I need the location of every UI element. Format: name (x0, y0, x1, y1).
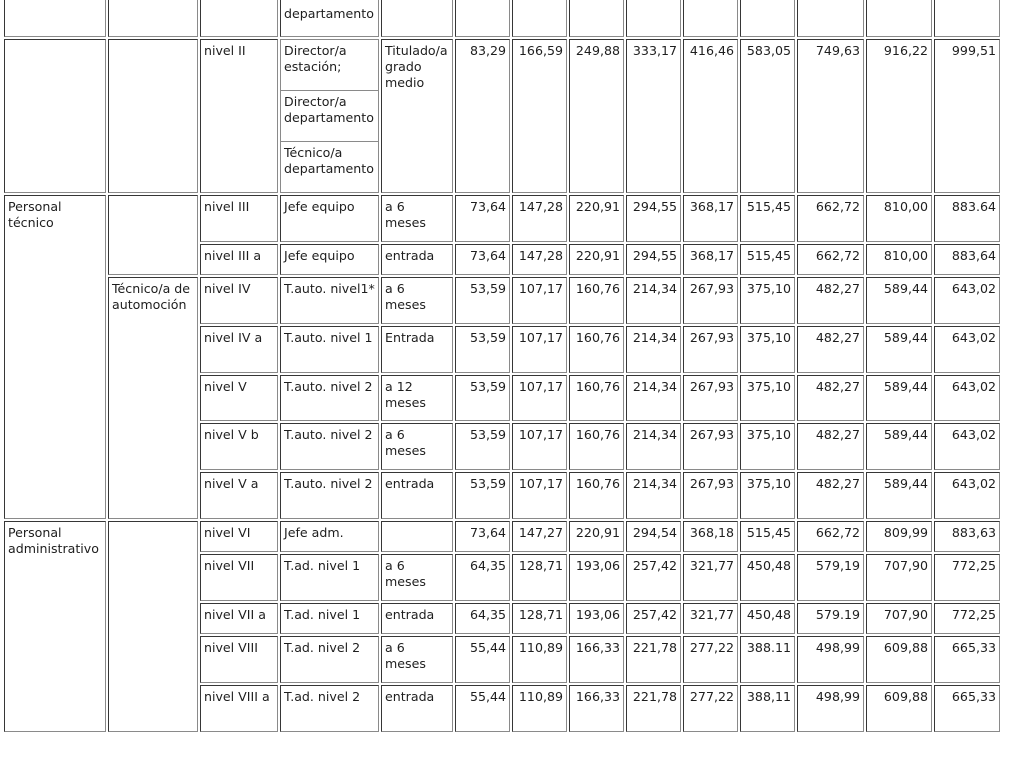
value-cell: 294,54 (626, 521, 681, 552)
value-cell: 214,34 (626, 472, 681, 519)
puesto-cell: T.auto. nivel1* (280, 277, 379, 324)
value-cell: 707,90 (866, 554, 932, 601)
value-cell: 107,17 (512, 375, 567, 421)
value-cell: 482,27 (797, 375, 864, 421)
periodo-cell: a 6 meses (381, 554, 453, 601)
puesto-cell: Jefe equipo (280, 195, 379, 242)
value-cell: 368,17 (683, 244, 738, 275)
value-cell: 515,45 (740, 521, 795, 552)
value-cell: 220,91 (569, 521, 624, 552)
value-cell: 482,27 (797, 472, 864, 519)
nivel-cell: nivel III (200, 195, 278, 242)
value-cell: 53,59 (455, 277, 510, 324)
value-cell: 883.64 (934, 195, 1000, 242)
value-cell: 160,76 (569, 472, 624, 519)
value-cell: 193,06 (569, 603, 624, 634)
value-cell: 388,11 (740, 685, 795, 732)
value-cell: 810,00 (866, 244, 932, 275)
value-cell: 665,33 (934, 685, 1000, 732)
nivel-cell: nivel III a (200, 244, 278, 275)
value-cell: 643,02 (934, 326, 1000, 373)
nivel-cell: nivel VIII (200, 636, 278, 683)
value-cell: 583,05 (740, 39, 795, 193)
nivel-cell: nivel II (200, 39, 278, 193)
puesto-stack (281, 40, 378, 192)
value-cell: 498,99 (797, 685, 864, 732)
value-cell: 662,72 (797, 521, 864, 552)
periodo-cell: entrada (381, 685, 453, 732)
puesto-stack-cell (280, 39, 379, 193)
periodo-cell: a 6 meses (381, 195, 453, 242)
periodo-cell: a 6 meses (381, 277, 453, 324)
subgroup-cell (108, 39, 198, 193)
nivel-cell: nivel VII a (200, 603, 278, 634)
nivel-cell: nivel VIII a (200, 685, 278, 732)
value-cell: 589,44 (866, 423, 932, 470)
value-cell (797, 0, 864, 37)
value-cell: 375,10 (740, 326, 795, 373)
value-cell: 294,55 (626, 195, 681, 242)
periodo-cell: a 6 meses (381, 636, 453, 683)
periodo-cell: Entrada (381, 326, 453, 373)
nivel-cell: nivel V (200, 375, 278, 421)
value-cell: 55,44 (455, 685, 510, 732)
salary-table-wrapper (2, 0, 1002, 734)
value-cell (512, 0, 567, 37)
value-cell (626, 0, 681, 37)
value-cell: 107,17 (512, 326, 567, 373)
value-cell: 589,44 (866, 375, 932, 421)
group-cell: Personal técnico (4, 195, 106, 519)
value-cell: 55,44 (455, 636, 510, 683)
puesto-cell: T.ad. nivel 1 (280, 603, 379, 634)
puesto-item: Técnico/a departamento (284, 145, 374, 176)
value-cell: 160,76 (569, 326, 624, 373)
group-cell (4, 39, 106, 193)
puesto-cell: T.ad. nivel 2 (280, 636, 379, 683)
value-cell: 147,28 (512, 195, 567, 242)
puesto-cell: T.auto. nivel 2 (280, 375, 379, 421)
value-cell: 589,44 (866, 472, 932, 519)
value-cell: 643,02 (934, 423, 1000, 470)
value-cell: 53,59 (455, 326, 510, 373)
periodo-cell: a 6 meses (381, 423, 453, 470)
value-cell: 267,93 (683, 326, 738, 373)
value-cell: 277,22 (683, 685, 738, 732)
puesto-cell: T.auto. nivel 2 (280, 423, 379, 470)
value-cell: 221,78 (626, 636, 681, 683)
value-cell: 147,27 (512, 521, 567, 552)
subgroup-cell: Técnico/a de automoción (108, 277, 198, 519)
value-cell (934, 0, 1000, 37)
value-cell: 160,76 (569, 423, 624, 470)
value-cell: 643,02 (934, 277, 1000, 324)
puesto-item: Director/a estación; (281, 40, 378, 91)
value-cell: 53,59 (455, 375, 510, 421)
value-cell: 73,64 (455, 244, 510, 275)
value-cell: 128,71 (512, 554, 567, 601)
value-cell: 579.19 (797, 603, 864, 634)
value-cell: 107,17 (512, 472, 567, 519)
value-cell: 257,42 (626, 603, 681, 634)
value-cell: 221,78 (626, 685, 681, 732)
value-cell: 749,63 (797, 39, 864, 193)
value-cell: 107,17 (512, 277, 567, 324)
puesto-cell: Jefe equipo (280, 244, 379, 275)
value-cell: 375,10 (740, 375, 795, 421)
subgroup-cell (108, 195, 198, 275)
value-cell: 321,77 (683, 554, 738, 601)
puesto-item: Director/a departamento (281, 91, 378, 142)
value-cell: 883,64 (934, 244, 1000, 275)
value-cell: 64,35 (455, 554, 510, 601)
value-cell: 375,10 (740, 277, 795, 324)
value-cell: 368,17 (683, 195, 738, 242)
value-cell: 257,42 (626, 554, 681, 601)
value-cell: 267,93 (683, 277, 738, 324)
puesto-cell: T.auto. nivel 2 (280, 472, 379, 519)
nivel-cell: nivel VI (200, 521, 278, 552)
periodo-cell (381, 521, 453, 552)
value-cell: 482,27 (797, 277, 864, 324)
value-cell: 450,48 (740, 554, 795, 601)
puesto-cell: T.ad. nivel 1 (280, 554, 379, 601)
value-cell: 277,22 (683, 636, 738, 683)
value-cell: 267,93 (683, 375, 738, 421)
value-cell: 267,93 (683, 472, 738, 519)
value-cell: 321,77 (683, 603, 738, 634)
value-cell: 609,88 (866, 685, 932, 732)
group-cell: Personal administrativo (4, 521, 106, 732)
value-cell: 916,22 (866, 39, 932, 193)
value-cell: 193,06 (569, 554, 624, 601)
titulacion-cell: Titulado/a grado medio (381, 39, 453, 193)
periodo-cell: entrada (381, 244, 453, 275)
table-row (4, 195, 1000, 242)
value-cell: 589,44 (866, 277, 932, 324)
subgroup-cell (108, 521, 198, 732)
value-cell (866, 0, 932, 37)
salary-table (2, 0, 1002, 734)
value-cell: 482,27 (797, 423, 864, 470)
group-cell (4, 0, 106, 37)
value-cell (683, 0, 738, 37)
puesto-cell: T.auto. nivel 1 (280, 326, 379, 373)
value-cell: 482,27 (797, 326, 864, 373)
value-cell: 810,00 (866, 195, 932, 242)
value-cell: 375,10 (740, 423, 795, 470)
value-cell: 498,99 (797, 636, 864, 683)
value-cell: 609,88 (866, 636, 932, 683)
value-cell: 643,02 (934, 375, 1000, 421)
value-cell: 64,35 (455, 603, 510, 634)
value-cell: 416,46 (683, 39, 738, 193)
value-cell: 166,33 (569, 685, 624, 732)
value-cell: 214,34 (626, 326, 681, 373)
table-row (4, 277, 1000, 324)
value-cell: 220,91 (569, 195, 624, 242)
value-cell: 883,63 (934, 521, 1000, 552)
value-cell: 662,72 (797, 244, 864, 275)
nivel-cell: nivel IV (200, 277, 278, 324)
puesto-cell: departamento (280, 0, 379, 37)
value-cell: 147,28 (512, 244, 567, 275)
value-cell: 643,02 (934, 472, 1000, 519)
value-cell: 214,34 (626, 375, 681, 421)
value-cell: 128,71 (512, 603, 567, 634)
value-cell: 110,89 (512, 685, 567, 732)
nivel-cell: nivel V a (200, 472, 278, 519)
value-cell: 579,19 (797, 554, 864, 601)
value-cell: 73,64 (455, 521, 510, 552)
puesto-cell: T.ad. nivel 2 (280, 685, 379, 732)
value-cell: 107,17 (512, 423, 567, 470)
value-cell: 160,76 (569, 277, 624, 324)
value-cell: 160,76 (569, 375, 624, 421)
value-cell: 53,59 (455, 472, 510, 519)
value-cell: 772,25 (934, 554, 1000, 601)
value-cell: 83,29 (455, 39, 510, 193)
value-cell: 665,33 (934, 636, 1000, 683)
value-cell: 110,89 (512, 636, 567, 683)
value-cell (569, 0, 624, 37)
value-cell: 368,18 (683, 521, 738, 552)
nivel-cell: nivel IV a (200, 326, 278, 373)
value-cell: 809,99 (866, 521, 932, 552)
value-cell: 53,59 (455, 423, 510, 470)
periodo-cell: entrada (381, 472, 453, 519)
table-row (4, 521, 1000, 552)
value-cell: 589,44 (866, 326, 932, 373)
nivel-cell (200, 0, 278, 37)
value-cell: 166,59 (512, 39, 567, 193)
value-cell (455, 0, 510, 37)
value-cell: 333,17 (626, 39, 681, 193)
value-cell: 294,55 (626, 244, 681, 275)
value-cell: 249,88 (569, 39, 624, 193)
value-cell: 267,93 (683, 423, 738, 470)
value-cell: 707,90 (866, 603, 932, 634)
value-cell: 73,64 (455, 195, 510, 242)
value-cell: 214,34 (626, 277, 681, 324)
nivel-cell: nivel VII (200, 554, 278, 601)
table-row (4, 0, 1000, 37)
value-cell: 388.11 (740, 636, 795, 683)
nivel-cell: nivel V b (200, 423, 278, 470)
value-cell: 999,51 (934, 39, 1000, 193)
value-cell: 515,45 (740, 195, 795, 242)
value-cell: 515,45 (740, 244, 795, 275)
value-cell: 214,34 (626, 423, 681, 470)
periodo-cell (381, 0, 453, 37)
value-cell: 662,72 (797, 195, 864, 242)
puesto-cell: Jefe adm. (280, 521, 379, 552)
value-cell: 220,91 (569, 244, 624, 275)
value-cell: 375,10 (740, 472, 795, 519)
subgroup-cell (108, 0, 198, 37)
periodo-cell: a 12 meses (381, 375, 453, 421)
value-cell (740, 0, 795, 37)
value-cell: 772,25 (934, 603, 1000, 634)
table-row (4, 39, 1000, 193)
value-cell: 450,48 (740, 603, 795, 634)
periodo-cell: entrada (381, 603, 453, 634)
value-cell: 166,33 (569, 636, 624, 683)
